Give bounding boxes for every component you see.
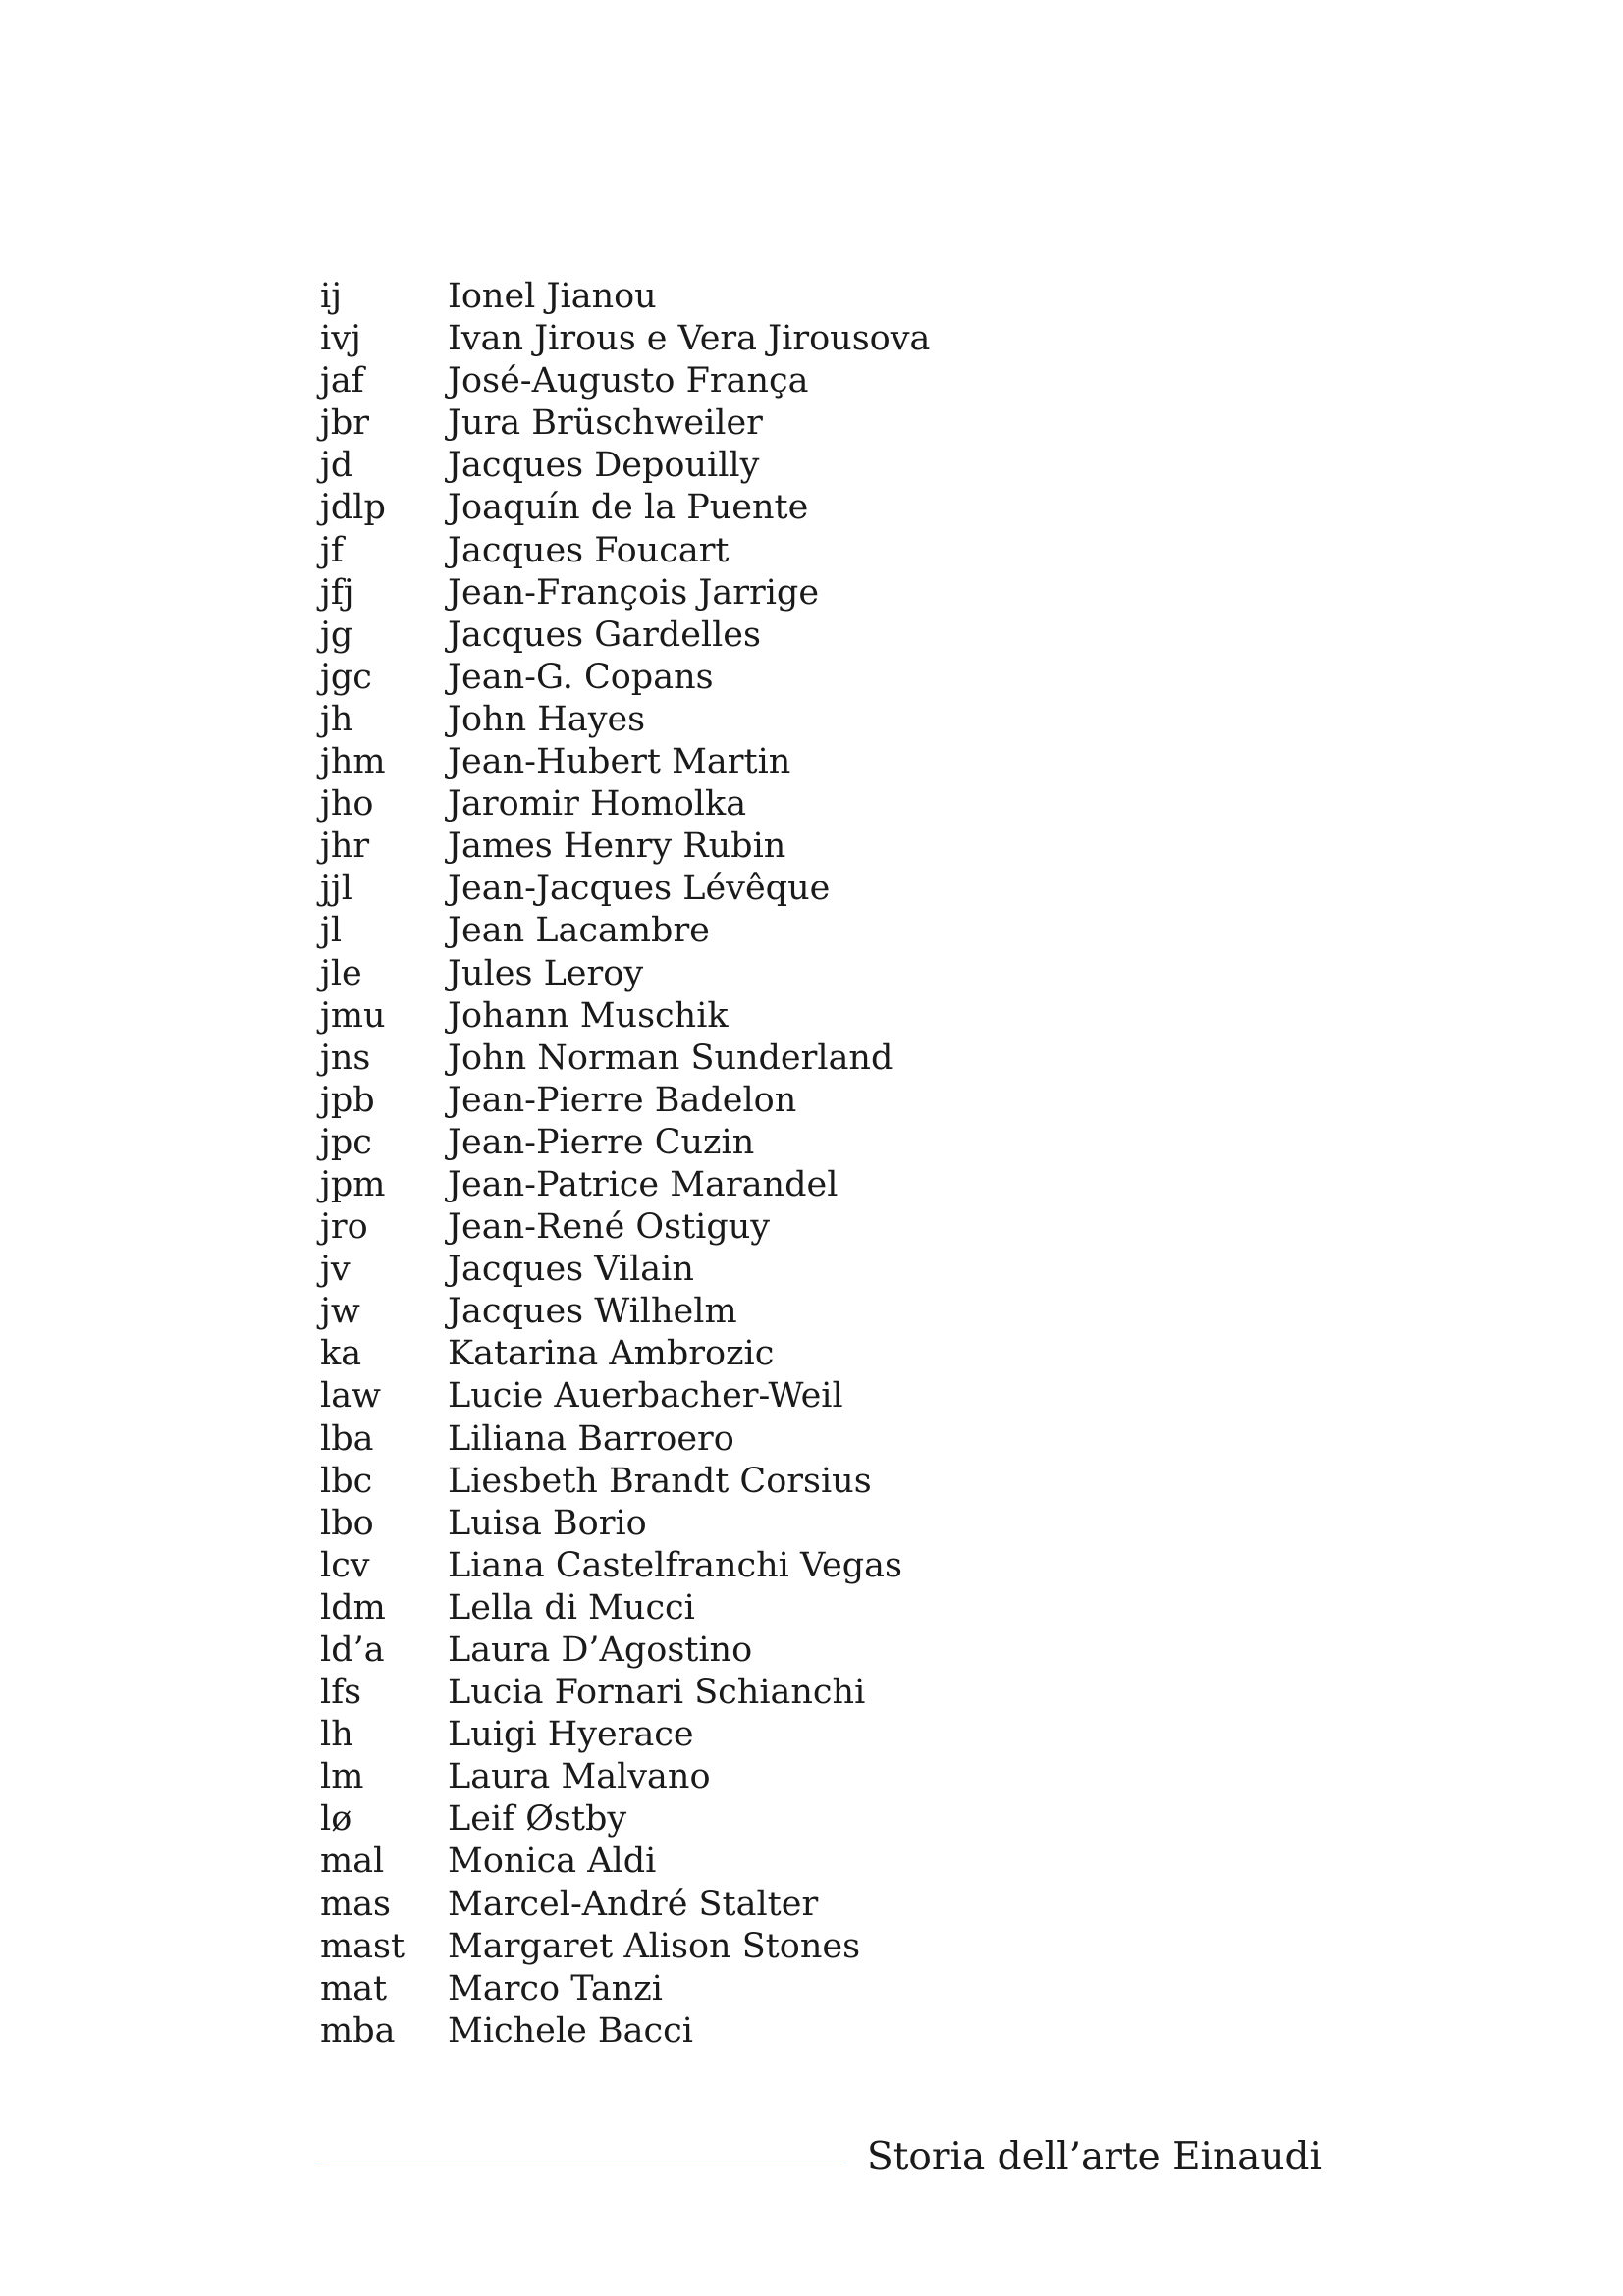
author-name: Jean-Jacques Lévêque	[448, 869, 831, 909]
list-item	[320, 1926, 930, 1968]
abbreviation-code: jns	[320, 1038, 371, 1078]
list-item	[320, 1587, 930, 1629]
author-name: Marcel-André Stalter	[448, 1884, 819, 1924]
list-item	[320, 1333, 930, 1375]
author-name: Michele Bacci	[448, 2010, 693, 2051]
abbreviation-list	[320, 276, 930, 2053]
abbreviation-code: law	[320, 1376, 382, 1416]
author-name: Laura Malvano	[448, 1757, 711, 1797]
list-item	[320, 1841, 930, 1883]
list-item	[320, 487, 930, 529]
list-item	[320, 1206, 930, 1249]
abbreviation-code: jw	[320, 1292, 360, 1332]
author-name: Liesbeth Brandt Corsius	[448, 1461, 872, 1501]
abbreviation-code: lbo	[320, 1503, 374, 1543]
abbreviation-code: lfs	[320, 1673, 362, 1713]
author-name: Jura Brüschweiler	[448, 403, 763, 444]
list-item	[320, 1249, 930, 1291]
author-name: Jules Leroy	[448, 953, 644, 993]
abbreviation-code: jbr	[320, 403, 369, 444]
author-name: Jean Lacambre	[448, 911, 710, 951]
author-name: Luigi Hyerace	[448, 1715, 694, 1755]
list-item	[320, 910, 930, 952]
list-item	[320, 614, 930, 657]
author-name: Katarina Ambrozic	[448, 1334, 775, 1374]
abbreviation-code: jpb	[320, 1080, 375, 1120]
abbreviation-code: mal	[320, 1842, 385, 1882]
author-name: John Norman Sunderland	[448, 1038, 893, 1078]
list-item	[320, 360, 930, 402]
author-name: Monica Aldi	[448, 1842, 657, 1882]
abbreviation-code: lm	[320, 1757, 364, 1797]
abbreviation-code: jd	[320, 446, 353, 486]
abbreviation-code: jro	[320, 1207, 368, 1248]
list-item	[320, 783, 930, 826]
abbreviation-code: jho	[320, 784, 374, 825]
list-item	[320, 1164, 930, 1206]
list-item	[320, 1038, 930, 1080]
author-name: Johann Muschik	[448, 995, 729, 1036]
abbreviation-code: jmu	[320, 995, 386, 1036]
author-name: Ionel Jianou	[448, 277, 657, 316]
author-name: James Henry Rubin	[448, 827, 786, 867]
author-name: Jean-Pierre Cuzin	[448, 1122, 755, 1162]
list-item	[320, 1418, 930, 1461]
list-item	[320, 1629, 930, 1672]
abbreviation-code: jpc	[320, 1122, 372, 1162]
author-name: Jean-François Jarrige	[448, 572, 820, 613]
list-item	[320, 572, 930, 614]
author-name: Jacques Wilhelm	[448, 1292, 737, 1332]
abbreviation-code: ivj	[320, 319, 361, 359]
author-name: Leif Østby	[448, 1799, 627, 1840]
list-item	[320, 318, 930, 360]
list-item	[320, 1714, 930, 1756]
abbreviation-code: jfj	[320, 572, 354, 613]
list-item	[320, 1503, 930, 1545]
author-name: Jacques Gardelles	[448, 614, 761, 655]
abbreviation-code: jdlp	[320, 488, 386, 528]
abbreviation-code: jhr	[320, 827, 370, 867]
footer-title: Storia dell’arte Einaudi	[867, 2135, 1322, 2179]
abbreviation-code: jhm	[320, 742, 386, 782]
list-item	[320, 699, 930, 741]
abbreviation-code: jg	[320, 614, 353, 655]
author-name: Jean-G. Copans	[448, 657, 714, 697]
abbreviation-code: ld’a	[320, 1630, 385, 1670]
list-item	[320, 741, 930, 783]
abbreviation-code: jh	[320, 699, 353, 739]
abbreviation-code: jaf	[320, 361, 364, 401]
list-item	[320, 826, 930, 868]
author-name: Jean-Hubert Martin	[448, 742, 791, 782]
list-item	[320, 1375, 930, 1417]
list-item	[320, 1461, 930, 1503]
abbreviation-code: lcv	[320, 1545, 370, 1585]
list-item	[320, 995, 930, 1038]
list-item	[320, 1756, 930, 1798]
author-name: Marco Tanzi	[448, 1968, 663, 2008]
abbreviation-code: jl	[320, 911, 343, 951]
list-item	[320, 868, 930, 910]
author-name: Ivan Jirous e Vera Jirousova	[448, 319, 931, 359]
abbreviation-code: mat	[320, 1968, 388, 2008]
list-item	[320, 2010, 930, 2053]
abbreviation-code: mas	[320, 1884, 392, 1924]
abbreviation-code: jpm	[320, 1164, 386, 1204]
author-name: Jean-René Ostiguy	[448, 1207, 771, 1248]
abbreviation-code: lh	[320, 1715, 353, 1755]
list-item	[320, 1798, 930, 1841]
list-item	[320, 276, 930, 318]
abbreviation-code: lø	[320, 1799, 352, 1840]
abbreviation-code: jle	[320, 953, 362, 993]
author-name: Margaret Alison Stones	[448, 1926, 861, 1966]
author-name: Lucia Fornari Schianchi	[448, 1673, 866, 1713]
author-name: Luisa Borio	[448, 1503, 647, 1543]
author-name: Jean-Patrice Marandel	[448, 1164, 839, 1204]
list-item	[320, 1672, 930, 1714]
list-item	[320, 1291, 930, 1333]
author-name: John Hayes	[448, 699, 646, 739]
list-item	[320, 1545, 930, 1587]
list-item	[320, 530, 930, 572]
abbreviation-code: jgc	[320, 657, 372, 697]
author-name: Jaromir Homolka	[448, 784, 747, 825]
author-name: Joaquín de la Puente	[448, 488, 809, 528]
author-name: Laura D’Agostino	[448, 1630, 753, 1670]
abbreviation-code: lbc	[320, 1461, 373, 1501]
list-item	[320, 1968, 930, 2010]
author-name: Jacques Vilain	[448, 1250, 694, 1290]
abbreviation-code: ka	[320, 1334, 362, 1374]
author-name: Liana Castelfranchi Vegas	[448, 1545, 902, 1585]
author-name: Lucie Auerbacher-Weil	[448, 1376, 843, 1416]
abbreviation-code: jjl	[320, 869, 352, 909]
abbreviation-code: lba	[320, 1418, 374, 1459]
list-item	[320, 1884, 930, 1926]
author-name: Lella di Mucci	[448, 1587, 695, 1628]
abbreviation-code: jv	[320, 1250, 351, 1290]
list-item	[320, 657, 930, 699]
author-name: Jacques Depouilly	[448, 446, 760, 486]
author-name: Jean-Pierre Badelon	[448, 1080, 797, 1120]
abbreviation-code: jf	[320, 530, 344, 570]
author-name: José-Augusto França	[448, 361, 809, 401]
abbreviation-code: ldm	[320, 1587, 386, 1628]
author-name: Liliana Barroero	[448, 1418, 734, 1459]
page-footer	[320, 2130, 1322, 2185]
list-item	[320, 445, 930, 487]
abbreviation-code: mast	[320, 1926, 406, 1966]
list-item	[320, 953, 930, 995]
list-item	[320, 1122, 930, 1164]
abbreviation-code: ij	[320, 277, 343, 316]
abbreviation-code: mba	[320, 2010, 396, 2051]
list-item	[320, 402, 930, 445]
list-item	[320, 1080, 930, 1122]
author-name: Jacques Foucart	[448, 530, 730, 570]
